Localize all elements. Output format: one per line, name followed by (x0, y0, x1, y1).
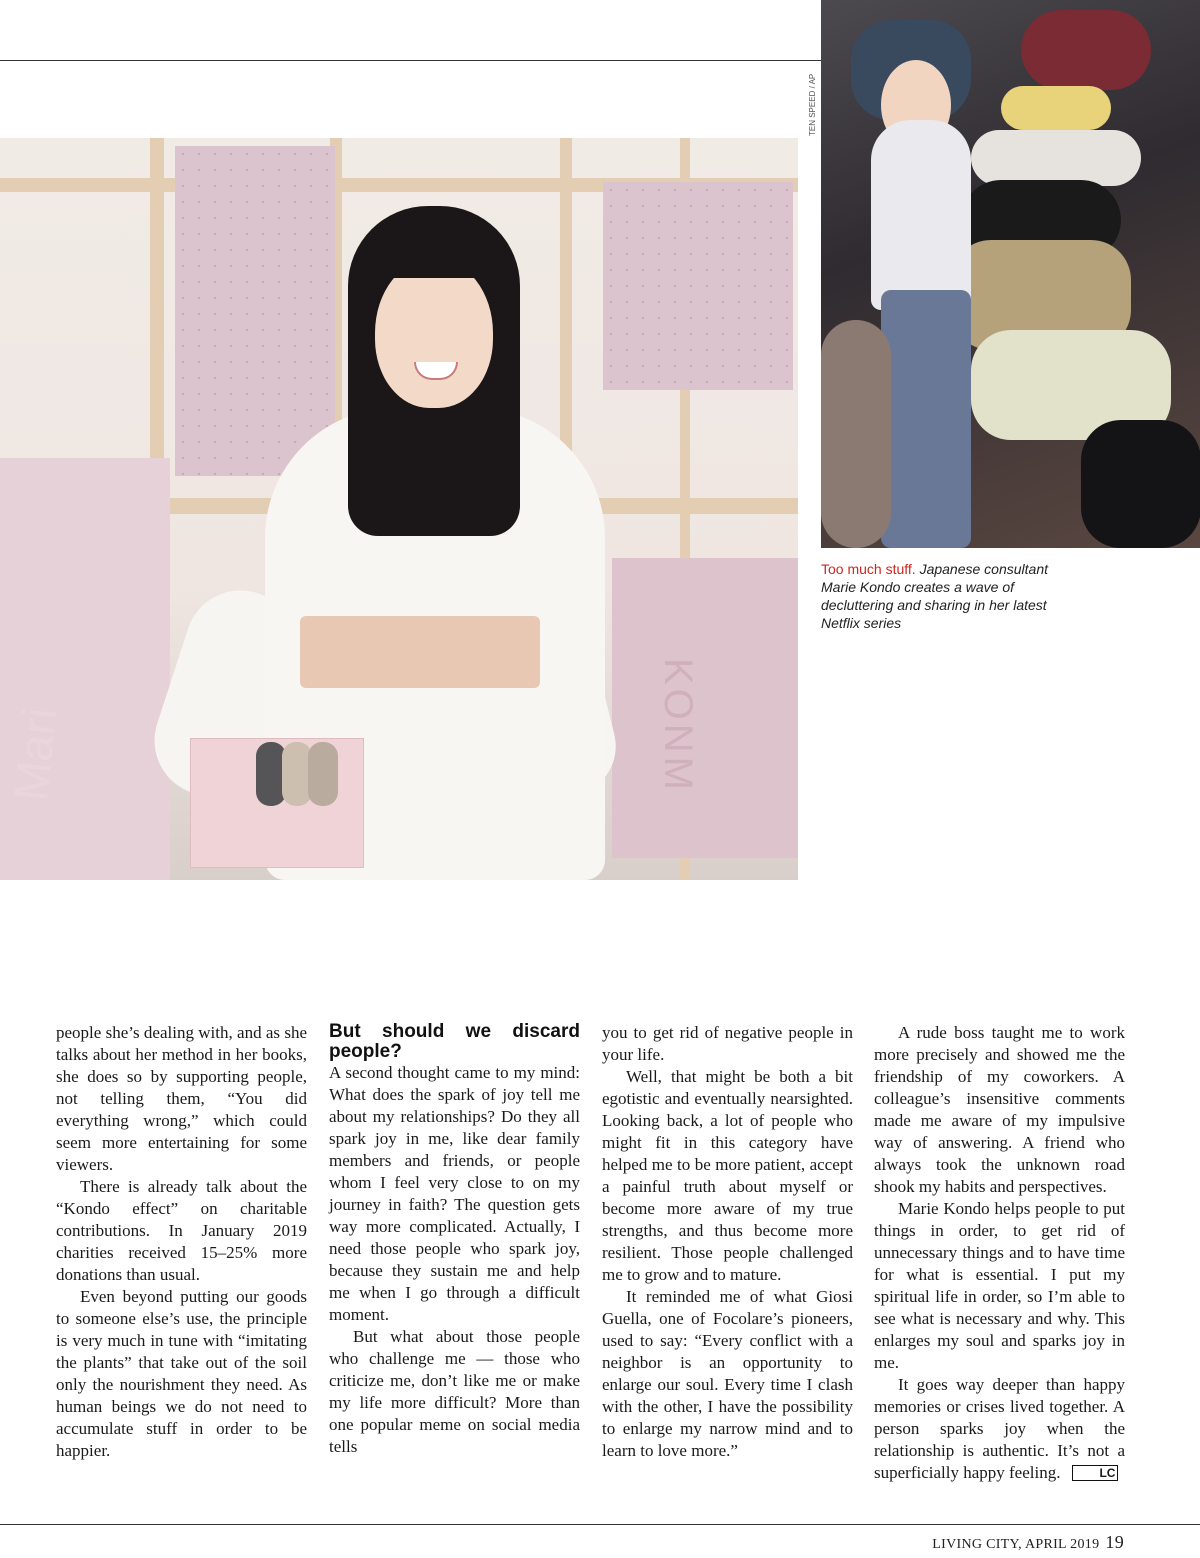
paragraph: Well, that might be both a bit egotistic and eventually nearsighted. Looking back, a lot of people who might fit in this category have helped me to be more patient, accept a painful truth about myself or become more aware of my true strengths, and thus become more resilient. Those people challenged me to grow and to mature. (602, 1067, 853, 1284)
caption-lead: Too much stuff. (821, 561, 916, 577)
caption-text: Japanese consultant Marie Kondo creates a wave of decluttering and sharing in her latest Netflix series (821, 561, 1049, 631)
paragraph: It reminded me of what Giosi Guella, one of Focolare’s pioneers, used to say: “Every conflict with a neighbor is an opportunity to enlarge our soul. Every time I clash with the other, I have the possibility to enlarge my narrow mind and to learn to love more.” (602, 1287, 853, 1460)
person-face (375, 258, 493, 408)
column-4 (874, 1022, 1125, 1484)
paragraph: But what about those people who challenge me — those who criticize me, don’t like me or make my life more difficult? More than one popular meme on social media tells (329, 1327, 580, 1456)
column-3 (602, 1022, 853, 1462)
brand-mark: Mari (4, 705, 68, 804)
paragraph: people she’s dealing with, and as she talks about her method in her books, she does so by supporting people, not telling them, “You did everything wrong,” which could seem more entertaining for some viewers. (56, 1023, 307, 1174)
photo-credit: TEN SPEED / AP (808, 73, 817, 136)
brand-mark-2: KONM (656, 658, 700, 794)
sash (300, 616, 540, 688)
paragraph: A rude boss taught me to work more precisely and showed me the friendship of my coworkers. A colleague’s insensitive comments made me aware of my impulsive way of answering. A friend who always took the unknown road shook my habits and perspectives. (874, 1023, 1125, 1196)
side-photo (821, 0, 1200, 548)
paragraph: you to get rid of negative people in your life. (602, 1023, 853, 1064)
bottom-rule (0, 1524, 1200, 1525)
column-1 (56, 1022, 307, 1462)
paragraph: It goes way deeper than happy memories or crises lived together. A person sparks joy when the relationship is authentic. It’s not a superficially happy feeling. (874, 1375, 1125, 1482)
paragraph: Marie Kondo helps people to put things in order, to get rid of unnecessary things and to have time for what is essential. I put my spiritual life in order, so I’m able to see what is necessary and why. This enlarges my soul and sparks joy in me. (874, 1199, 1125, 1372)
photo-caption (821, 560, 1071, 632)
paragraph: There is already talk about the “Kondo effect” on charitable contributions. In January 2019 charities received 15–25% more donations than usual. (56, 1177, 307, 1284)
section-heading: But should we discard people? (329, 1021, 580, 1062)
paragraph: A second thought came to my mind: What does the spark of joy tell me about my relationships? Do they all spark joy in me, like dear family members and friends, or people whom I feel very close to on my journey in faith? The question gets way more complicated. Actually, I need those people who spark joy, because they sustain me and help me when I go through a difficult moment. (329, 1063, 580, 1324)
page-footer (932, 1532, 1124, 1553)
end-mark-logo: LC (1072, 1465, 1118, 1481)
publication-name: LIVING CITY, APRIL 2019 (932, 1537, 1100, 1552)
paragraph: Even beyond putting our goods to someone else’s use, the principle is very much in tune with “imitating the plants” that take out of the soil only the nourishment they need. As human beings we do not need to accumulate stuff in order to be happier. (56, 1287, 307, 1460)
column-2 (329, 1022, 580, 1458)
main-photo (0, 138, 798, 880)
page-number: 19 (1105, 1532, 1124, 1552)
